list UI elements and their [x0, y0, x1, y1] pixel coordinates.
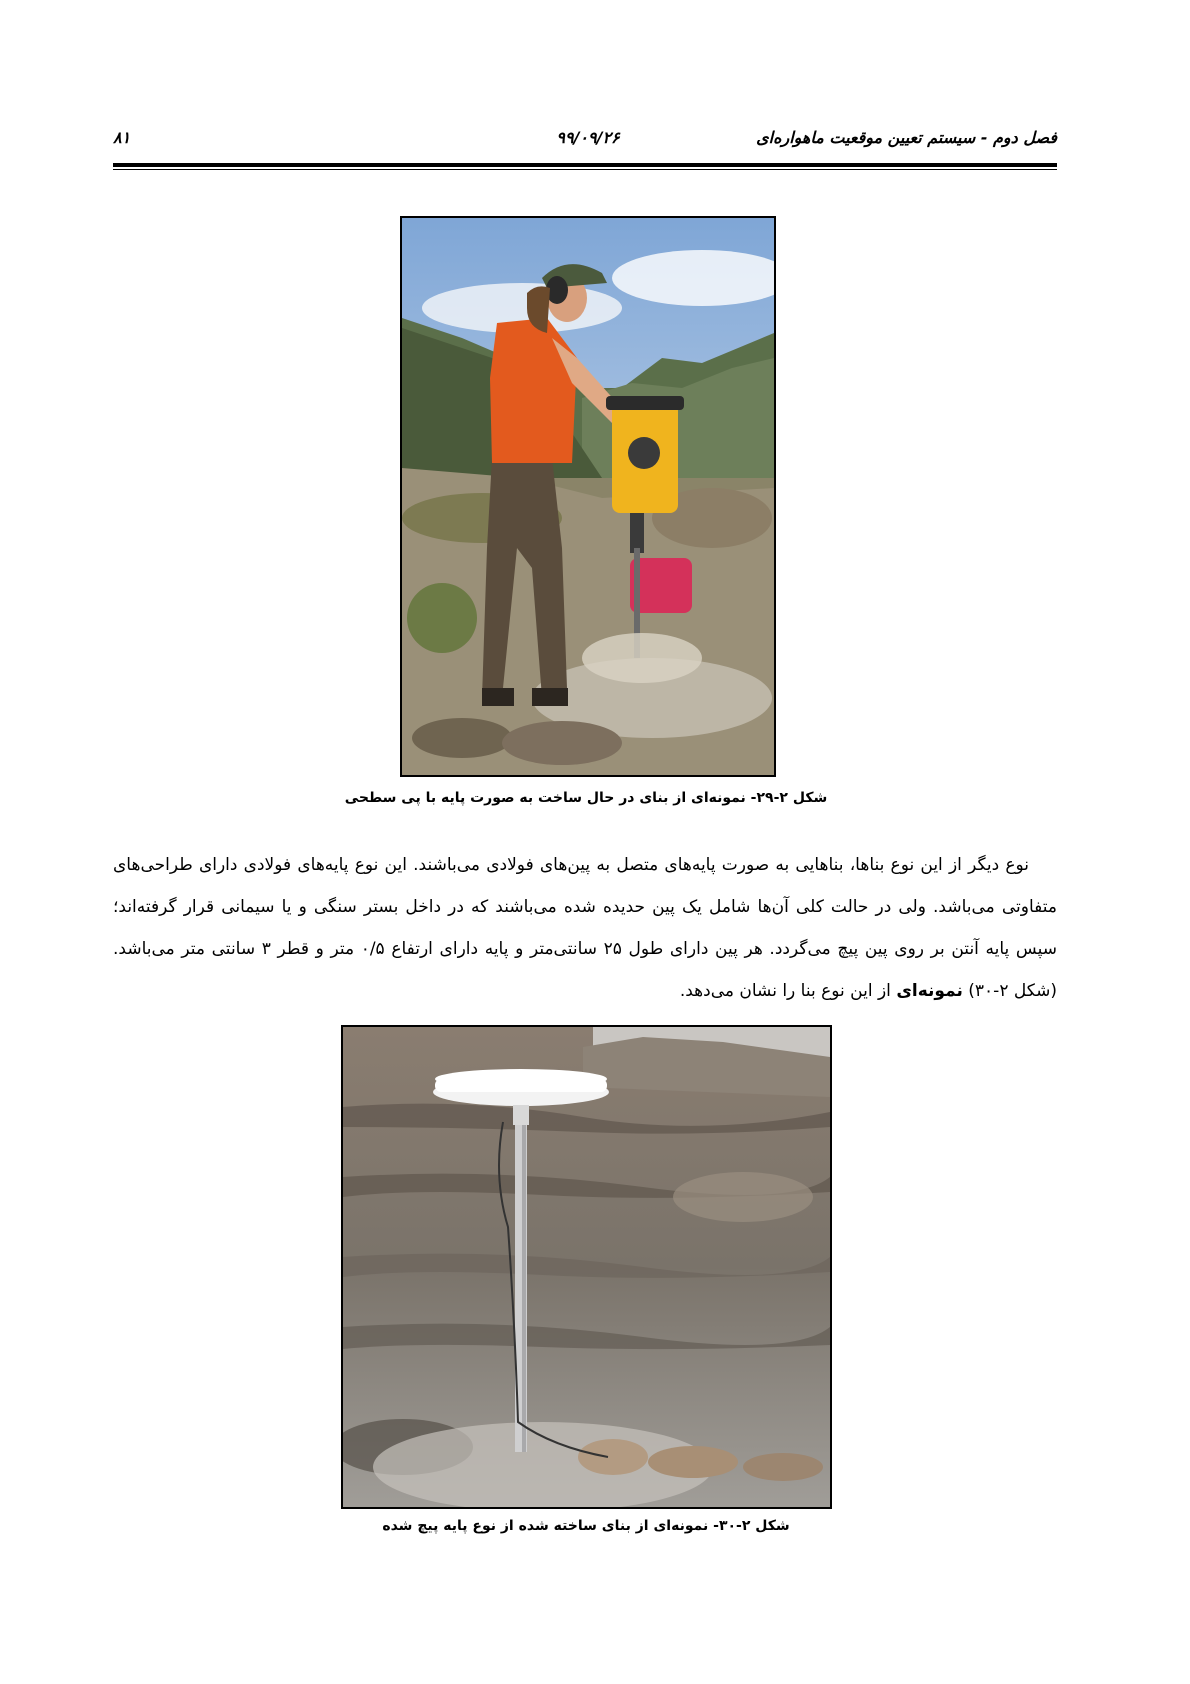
header-rule-thin [113, 169, 1057, 170]
paragraph [113, 844, 1057, 1012]
figure-caption-2: شکل ۲-۳۰- نمونه‌ای از بنای ساخته شده از نوع پایه پیچ شده [382, 1518, 790, 1534]
chapter-title: فصل دوم - سیستم تعیین موقعیت ماهواره‌ای [756, 128, 1057, 147]
header-rule [113, 163, 1057, 167]
header-date: ۹۹/۰۹/۲۶ [556, 128, 620, 147]
paragraph-bold-word: نمونه‌ای [896, 981, 963, 1001]
figure-caption-1: شکل ۲-۲۹- نمونه‌ای از بنای در حال ساخت به صورت پایه با پی سطحی [344, 790, 828, 806]
figure-drilling-photo [400, 216, 776, 777]
body-paragraph [113, 844, 1057, 1012]
page-header [113, 128, 1057, 154]
figure-antenna-photo [341, 1025, 832, 1509]
paragraph-text-end: از این نوع بنا را نشان می‌دهد. [679, 981, 897, 1001]
antenna-photo-image [343, 1027, 830, 1507]
drilling-photo-image [402, 218, 774, 775]
paragraph-text: نوع دیگر از این نوع بناها، بناهایی به صورت پایه‌های متصل به پین‌های فولادی می‌باشند. این نوع پایه‌های فولادی دارای طراحی‌های متفاوتی می‌باشد. ولی در حالت کلی آن‌ها شامل یک پین حدیده شده می‌باشند که در داخل بستر سنگی و یا سیمانی قرار گرفته‌اند؛ سپس پایه آنتن بر روی پین پیچ می‌گردد. هر پین دارای طول ۲۵ سانتی‌متر و پایه دارای ارتفاع ۰/۵ متر و قطر ۳ سانتی متر می‌باشد. (شکل ۲-۳۰) [113, 855, 1057, 1001]
page-number: ۸۱ [113, 128, 131, 147]
